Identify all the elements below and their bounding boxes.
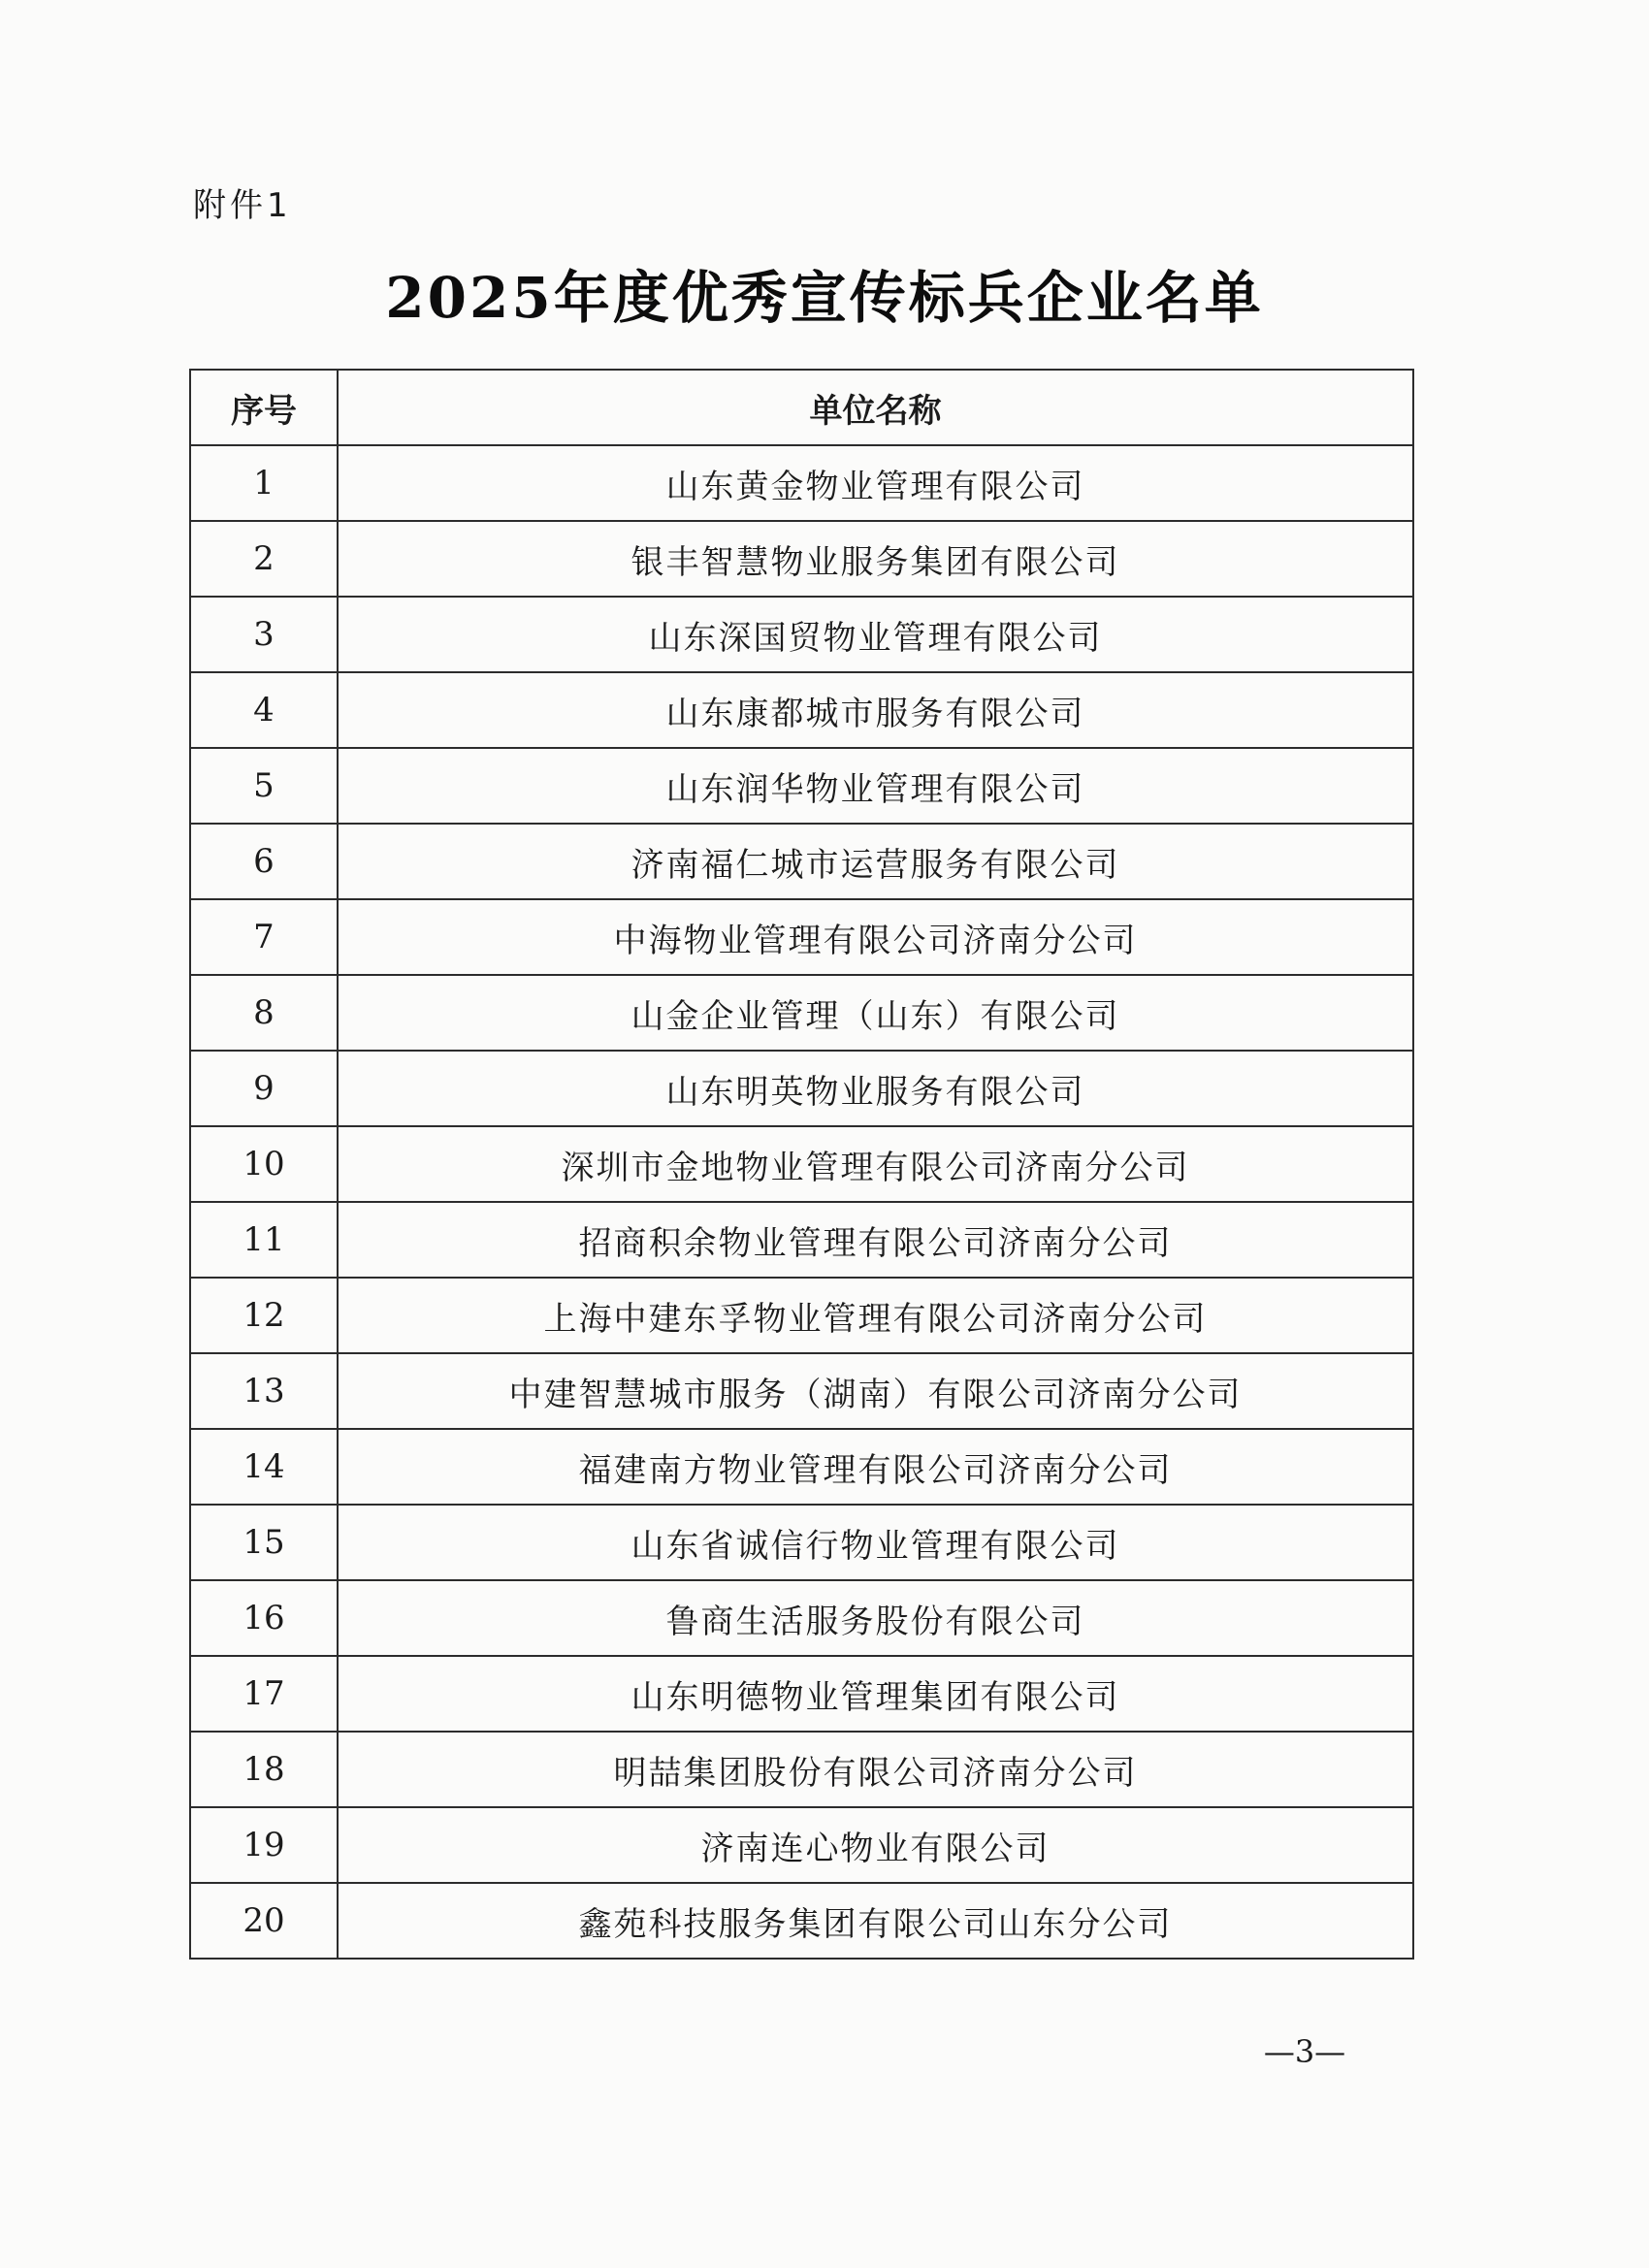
table-row <box>190 1278 1413 1353</box>
row-company-name-cell: 山东明德物业管理集团有限公司 <box>338 1656 1413 1732</box>
table-row <box>190 824 1413 899</box>
table-row <box>190 597 1413 672</box>
row-seq-cell: 9 <box>190 1051 338 1126</box>
row-seq-cell: 5 <box>190 748 338 824</box>
table-body <box>190 445 1413 1959</box>
table-row <box>190 672 1413 748</box>
column-header-seq: 序号 <box>190 370 338 445</box>
row-seq-cell: 11 <box>190 1202 338 1278</box>
row-seq-cell: 19 <box>190 1807 338 1883</box>
row-company-name-cell: 山金企业管理（山东）有限公司 <box>338 975 1413 1051</box>
row-company-name-cell: 山东省诚信行物业管理有限公司 <box>338 1505 1413 1580</box>
table-row <box>190 1429 1413 1505</box>
company-list-table <box>189 369 1414 1960</box>
table-row <box>190 748 1413 824</box>
attachment-label: 附件1 <box>193 186 292 225</box>
row-seq-cell: 7 <box>190 899 338 975</box>
table-row <box>190 521 1413 597</box>
row-company-name-cell: 山东明英物业服务有限公司 <box>338 1051 1413 1126</box>
row-seq-cell: 4 <box>190 672 338 748</box>
table-row <box>190 1353 1413 1429</box>
page-title: 2025年度优秀宣传标兵企业名单 <box>385 265 1264 331</box>
table-row <box>190 1732 1413 1807</box>
table-row <box>190 445 1413 521</box>
row-company-name-cell: 济南连心物业有限公司 <box>338 1807 1413 1883</box>
table-row <box>190 1883 1413 1959</box>
row-company-name-cell: 银丰智慧物业服务集团有限公司 <box>338 521 1413 597</box>
row-company-name-cell: 山东深国贸物业管理有限公司 <box>338 597 1413 672</box>
row-seq-cell: 15 <box>190 1505 338 1580</box>
page-number: —3— <box>1263 2033 1346 2070</box>
column-header-name: 单位名称 <box>338 370 1413 445</box>
table-row <box>190 899 1413 975</box>
table-row <box>190 1126 1413 1202</box>
row-company-name-cell: 明喆集团股份有限公司济南分公司 <box>338 1732 1413 1807</box>
row-seq-cell: 18 <box>190 1732 338 1807</box>
table-header-row <box>190 370 1413 445</box>
row-company-name-cell: 济南福仁城市运营服务有限公司 <box>338 824 1413 899</box>
row-seq-cell: 20 <box>190 1883 338 1959</box>
row-seq-cell: 3 <box>190 597 338 672</box>
row-seq-cell: 13 <box>190 1353 338 1429</box>
row-seq-cell: 17 <box>190 1656 338 1732</box>
row-company-name-cell: 上海中建东孚物业管理有限公司济南分公司 <box>338 1278 1413 1353</box>
row-seq-cell: 14 <box>190 1429 338 1505</box>
row-company-name-cell: 鲁商生活服务股份有限公司 <box>338 1580 1413 1656</box>
row-seq-cell: 16 <box>190 1580 338 1656</box>
row-seq-cell: 12 <box>190 1278 338 1353</box>
table-row <box>190 1580 1413 1656</box>
row-seq-cell: 2 <box>190 521 338 597</box>
row-company-name-cell: 中海物业管理有限公司济南分公司 <box>338 899 1413 975</box>
row-company-name-cell: 招商积余物业管理有限公司济南分公司 <box>338 1202 1413 1278</box>
table-row <box>190 1202 1413 1278</box>
row-company-name-cell: 鑫苑科技服务集团有限公司山东分公司 <box>338 1883 1413 1959</box>
row-company-name-cell: 山东润华物业管理有限公司 <box>338 748 1413 824</box>
table-row <box>190 1051 1413 1126</box>
table-row <box>190 1807 1413 1883</box>
row-company-name-cell: 山东康都城市服务有限公司 <box>338 672 1413 748</box>
table-row <box>190 975 1413 1051</box>
row-seq-cell: 10 <box>190 1126 338 1202</box>
row-seq-cell: 8 <box>190 975 338 1051</box>
table-row <box>190 1505 1413 1580</box>
row-seq-cell: 6 <box>190 824 338 899</box>
row-company-name-cell: 山东黄金物业管理有限公司 <box>338 445 1413 521</box>
table-row <box>190 1656 1413 1732</box>
row-company-name-cell: 中建智慧城市服务（湖南）有限公司济南分公司 <box>338 1353 1413 1429</box>
row-seq-cell: 1 <box>190 445 338 521</box>
row-company-name-cell: 深圳市金地物业管理有限公司济南分公司 <box>338 1126 1413 1202</box>
row-company-name-cell: 福建南方物业管理有限公司济南分公司 <box>338 1429 1413 1505</box>
